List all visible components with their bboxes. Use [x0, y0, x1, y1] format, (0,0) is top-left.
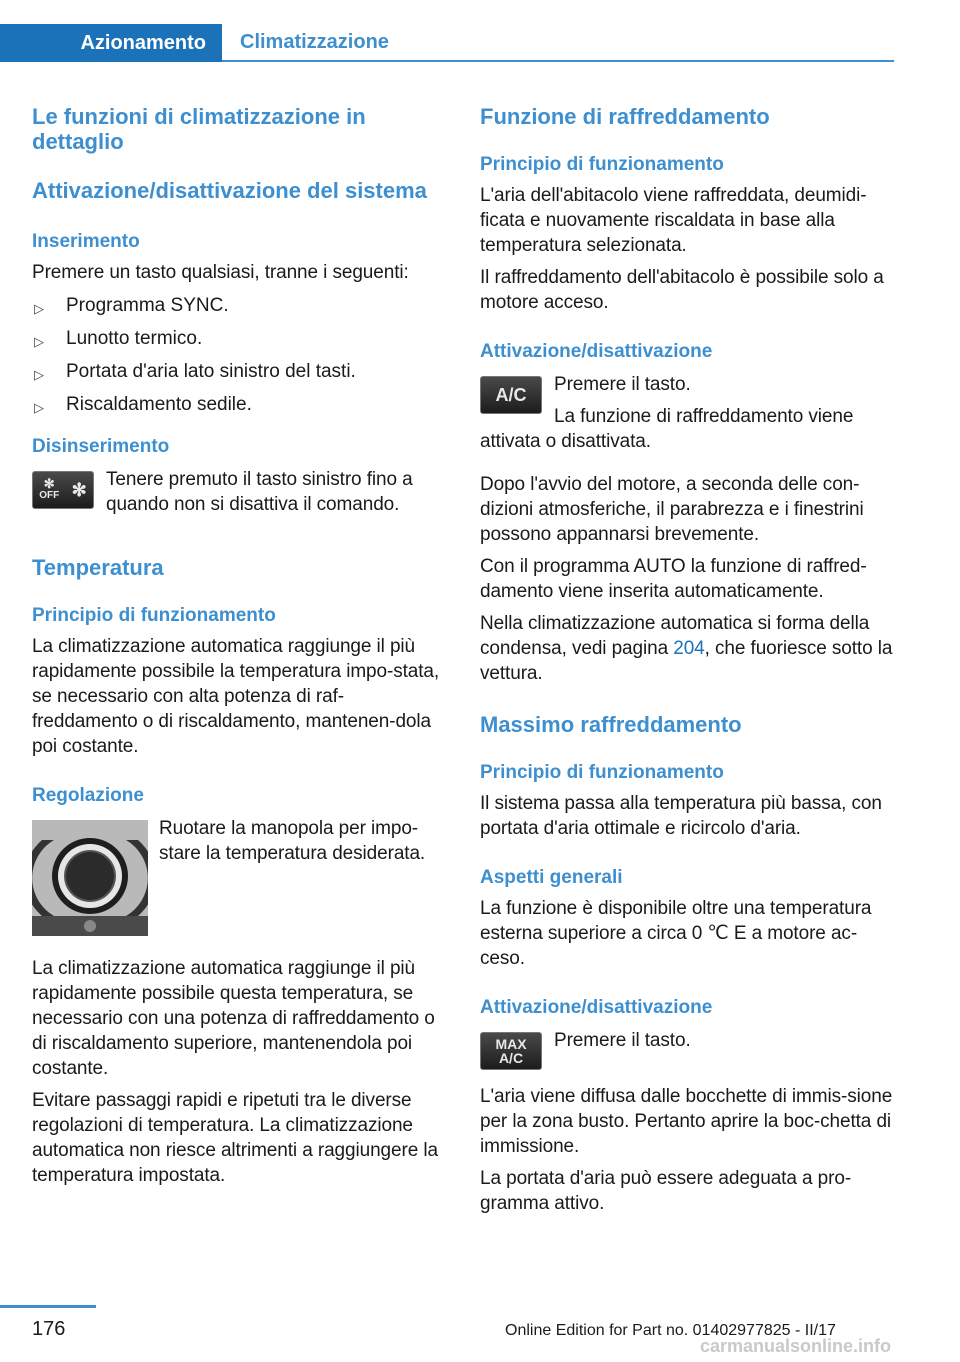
right-column	[480, 100, 900, 1216]
inserimento-heading: Inserimento	[32, 231, 140, 252]
footer-accent-line	[0, 1305, 96, 1308]
footer-edition: Online Edition for Part no. 01402977825 - II/17	[505, 1322, 836, 1339]
triangle-bullet-icon: ▷	[34, 301, 44, 316]
left-column	[32, 100, 442, 1188]
list-item: ▷ Programma SYNC.	[32, 293, 442, 326]
raff-att-line2-b: attivata o disattivata.	[480, 431, 651, 452]
max-att-heading: Attivazione/disattivazione	[480, 997, 713, 1018]
raff-principle-heading: Principio di funzionamento	[480, 154, 724, 175]
triangle-bullet-icon: ▷	[34, 400, 44, 415]
raff-principle-p1: L'aria dell'abitacolo viene raffreddata, deumidi-ficata e nuovamente riscaldata in base alla temperatura selezionata.	[480, 185, 867, 256]
temp-para-1: La climatizzazione automatica raggiunge il più rapidamente possibile questa temperatura, se necessario con una potenza di raffreddamento o di riscaldamento superiore, mantenendola poi costante.	[32, 958, 435, 1079]
temperatura-title: Temperatura	[32, 555, 164, 580]
temp-principle-heading: Principio di funzionamento	[32, 605, 276, 626]
general-heading: Aspetti generali	[480, 867, 623, 888]
ac-row	[480, 372, 900, 454]
list-item: ▷ Lunotto termico.	[32, 326, 442, 359]
regolazione-text: Ruotare la manopola per impo-stare la temperatura desiderata.	[159, 818, 426, 864]
page-number: 176	[32, 1318, 66, 1340]
max-ac-button-image: MAX A/C	[480, 1032, 542, 1070]
temperature-knob-image	[32, 820, 148, 936]
fan-off-button-image: ✻ OFF ✻	[32, 471, 94, 509]
raff-att-line2-a: La funzione di raffreddamento viene	[554, 406, 854, 427]
exception-list	[32, 293, 442, 425]
max-title: Massimo raffreddamento	[480, 712, 742, 737]
max-ac-row	[480, 1028, 900, 1078]
max-principle-heading: Principio di funzionamento	[480, 762, 724, 783]
raff-title: Funzione di raffreddamento	[480, 104, 770, 129]
triangle-bullet-icon: ▷	[34, 367, 44, 382]
general-text: La funzione è disponibile oltre una temperatura esterna superiore a circa 0 ℃ E a motore ac-ceso.	[480, 898, 872, 969]
disinserimento-text: Tenere premuto il tasto sinistro fino a quando non si disattiva il comando.	[106, 469, 413, 515]
section-title: Le funzioni di climatizzazione in dettaglio	[32, 104, 366, 154]
raff-p5: Nella climatizzazione automatica si forma della condensa, vedi pagina 204, che fuoriesce sotto la vettura.	[480, 613, 893, 684]
list-item: ▷ Riscaldamento sedile.	[32, 392, 442, 425]
regolazione-row	[32, 816, 442, 942]
fan-large-icon: ✻	[71, 480, 87, 500]
max-att-text: Premere il tasto.	[554, 1030, 691, 1051]
raff-att-heading: Attivazione/disattivazione	[480, 341, 713, 362]
max-principle-text: Il sistema passa alla temperatura più bassa, con portata d'aria ottimale e ricircolo d'aria.	[480, 793, 882, 839]
raff-p3: Dopo l'avvio del motore, a seconda delle con-dizioni atmosferiche, il parabrezza e i finestrini possono appannarsi brevemente.	[480, 474, 864, 545]
fan-small-icon: ✻	[43, 476, 55, 491]
page-link-204[interactable]: 204	[673, 638, 705, 659]
temp-principle-text: La climatizzazione automatica raggiunge il più rapidamente possibile la temperatura impo-stata, se necessario con alta potenza di raf-freddamento o di riscaldamento, mantenen-dola poi costante.	[32, 636, 440, 757]
header-bar	[0, 0, 960, 64]
temp-para-2: Evitare passaggi rapidi e ripetuti tra le diverse regolazioni di temperatura. La climatizzazione automatica non riesce altrimenti a raggiungere la temperatura impostata.	[32, 1090, 438, 1186]
ac-button-image: A/C	[480, 376, 542, 414]
disinserimento-row	[32, 467, 442, 529]
knob-icon	[32, 820, 148, 936]
inserimento-intro: Premere un tasto qualsiasi, tranne i seguenti:	[32, 262, 409, 283]
system-subtitle: Attivazione/disattivazione del sistema	[32, 178, 427, 203]
raff-p4: Con il programma AUTO la funzione di raffred-damento viene inserita automaticamente.	[480, 556, 867, 602]
max-p2: La portata d'aria può essere adeguata a pro-gramma attivo.	[480, 1168, 852, 1214]
watermark: carmanualsonline.info	[700, 1336, 892, 1356]
regolazione-heading: Regolazione	[32, 785, 144, 806]
list-item: ▷ Portata d'aria lato sinistro del tasti.	[32, 359, 442, 392]
raff-principle-p2: Il raffreddamento dell'abitacolo è possibile solo a motore acceso.	[480, 267, 884, 313]
raff-att-line1: Premere il tasto.	[554, 374, 691, 395]
triangle-bullet-icon: ▷	[34, 334, 44, 349]
tab-climatizzazione[interactable]: Climatizzazione	[222, 24, 894, 62]
disinserimento-heading: Disinserimento	[32, 436, 170, 457]
max-p1: L'aria viene diffusa dalle bocchette di immis-sione per la zona busto. Pertanto aprire la boc-chetta di immissione.	[480, 1086, 893, 1157]
tab-azionamento[interactable]: Azionamento	[0, 24, 222, 62]
